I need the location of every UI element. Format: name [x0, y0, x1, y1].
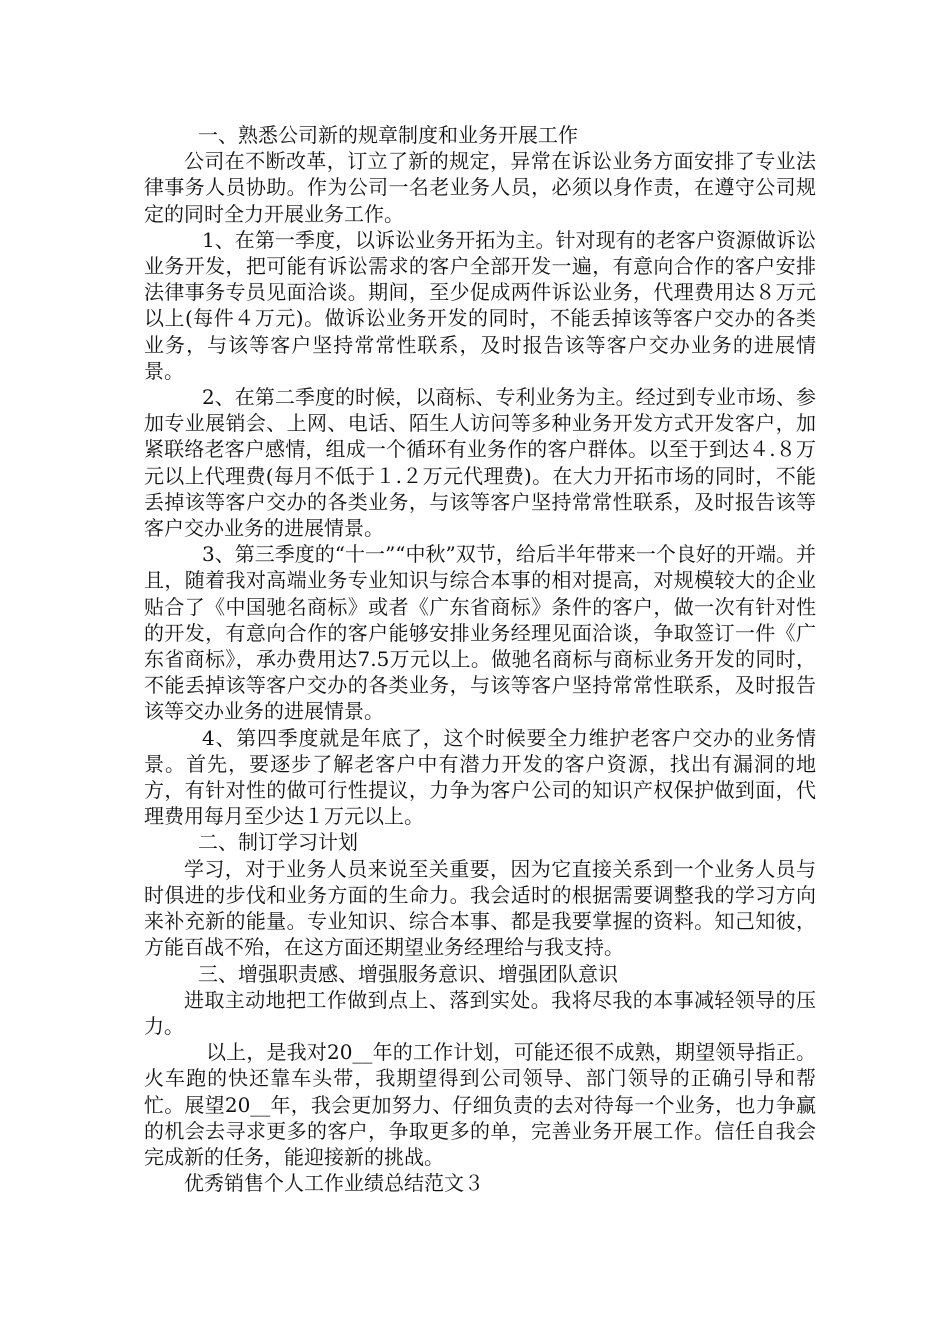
paragraph-q3: 3、第三季度的“十一”“中秋”双节，给后半年带来一个良好的开端。并且，随着我对高端业务专业知识与综合本事的相对提高，对规模较大的企业贴合了《中国驰名商标》或者《广东省商标》条件的客户，做一次有针对性的开发，有意向合作的客户能够安排业务经理见面洽谈，争取签订一件《广东省商标》，承办费用达7.5万元以上。做驰名商标与商标业务开发的同时，不能丢掉该等客户交办的各类业务，与该等客户坚持常常性联系，及时报告该等交办业务的进展情景。: [144, 542, 816, 724]
section-heading-2: 二、制订学习计划: [198, 830, 358, 855]
section-heading-3: 三、增强职责感、增强服务意识、增强团队意识: [198, 961, 618, 986]
section-heading-1: 一、熟悉公司新的规章制度和业务开展工作: [198, 123, 578, 147]
paragraph-initiative: 进取主动地把工作做到点上、落到实处。我将尽我的本事减轻领导的压力。: [144, 987, 816, 1038]
paragraph-q1: 1、在第一季度，以诉讼业务开拓为主。针对现有的老客户资源做诉讼业务开发，把可能有诉讼需求的客户全部开发一遍，有意向合作的客户安排法律事务专员见面洽谈。期间，至少促成两件诉讼业务，代理费用达８万元以上(每件４万元)。做诉讼业务开发的同时，不能丢掉该等客户交办的各类业务，与该等客户坚持常常性联系，及时报告该等客户交办业务的进展情景。: [144, 227, 816, 383]
paragraph-q4: 4、第四季度就是年底了，这个时候要全力维护老客户交办的业务情景。首先，要逐步了解老客户中有潜力开发的客户资源，找出有漏洞的地方，有针对性的做可行性提议，力争为客户公司的知识产权保护做到面，代理费用每月至少达１万元以上。: [144, 725, 816, 829]
next-article-title: 优秀销售个人工作业绩总结范文３: [184, 1171, 484, 1196]
paragraph-study: 学习，对于业务人员来说至关重要，因为它直接关系到一个业务人员与时俱进的步伐和业务方面的生命力。我会适时的根据需要调整我的学习方向来补充新的能量。专业知识、综合本事、都是我要掌握的资料。知己知彼，方能百战不殆，在这方面还期望业务经理给与我支持。: [144, 856, 816, 960]
document-body: [144, 122, 816, 1196]
paragraph-q2: 2、在第二季度的时候，以商标、专利业务为主。经过到专业市场、参加专业展销会、上网、电话、陌生人访问等多种业务开发方式开发客户，加紧联络老客户感情，组成一个循环有业务作的客户群体。以至于到达４.８万元以上代理费(每月不低于１.２万元代理费)。在大力开拓市场的同时，不能丢掉该等客户交办的各类业务，与该等客户坚持常常性联系，及时报告该等客户交办业务的进展情景。: [144, 385, 816, 541]
paragraph-conclusion: 以上，是我对20__年的工作计划，可能还很不成熟，期望领导指正。火车跑的快还靠车头带，我期望得到公司领导、部门领导的正确引导和帮忙。展望20__年，我会更加努力、仔细负责的去对待每一个业务，也力争赢的机会去寻求更多的客户，争取更多的单，完善业务开展工作。信任自我会完成新的任务，能迎接新的挑战。: [144, 1040, 816, 1169]
paragraph-intro: 公司在不断改革，订立了新的规定，异常在诉讼业务方面安排了专业法律事务人员协助。作为公司一名老业务人员，必须以身作责，在遵守公司规定的同时全力开展业务工作。: [144, 149, 816, 226]
